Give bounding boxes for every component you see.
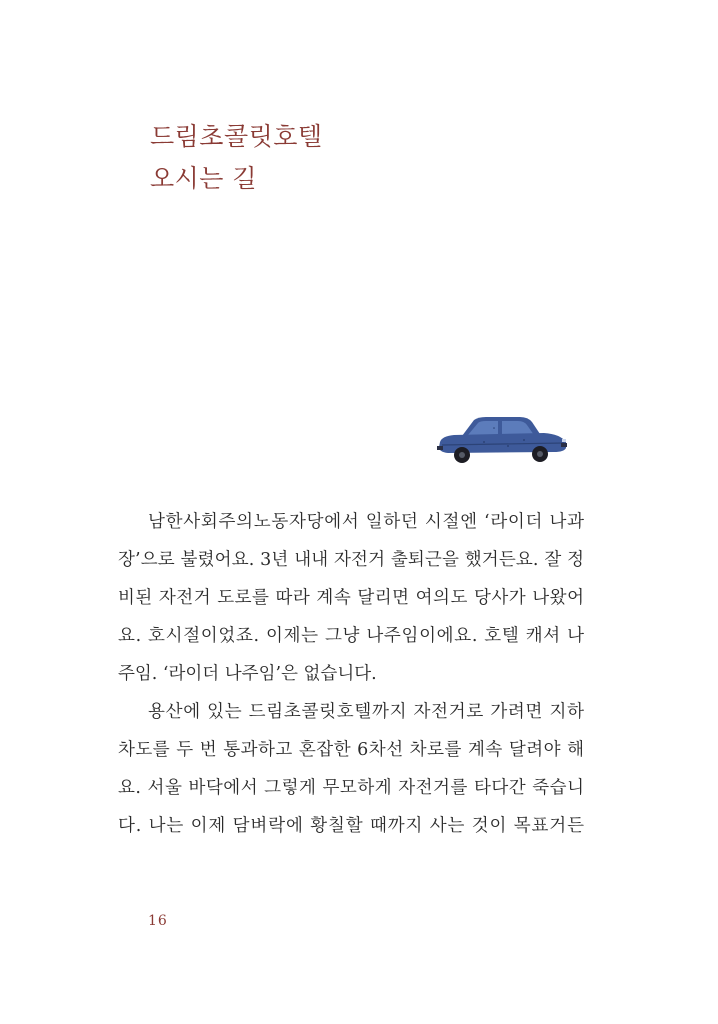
chapter-title	[150, 116, 323, 200]
text-line: 비된 자전거 도로를 따라 계속 달리면 여의도 당사가 나왔어	[118, 588, 585, 608]
paragraph-1	[118, 503, 584, 693]
paragraph-2	[118, 693, 584, 845]
text-line: 다. 나는 이제 담벼락에 황칠할 때까지 사는 것이 목표거든	[118, 816, 585, 836]
text-line: 주임. ‘라이더 나주임’은 없습니다.	[118, 664, 377, 684]
text-line: 요. 호시절이었죠. 이제는 그냥 나주임이에요. 호텔 캐셔 나	[118, 626, 585, 646]
text-line: 용산에 있는 드림초콜릿호텔까지 자전거로 가려면 지하	[148, 702, 585, 722]
body-text	[118, 503, 584, 845]
text-line: 남한사회주의노동자당에서 일하던 시절엔 ‘라이더 나과	[148, 512, 585, 532]
chapter-title-line-1: 드림초콜릿호텔	[150, 122, 323, 151]
text-line: 장’으로 불렸어요. 3년 내내 자전거 출퇴근을 했거든요. 잘 정	[118, 550, 585, 570]
page-number: 16	[148, 913, 168, 929]
text-line: 차도를 두 번 통과하고 혼잡한 6차선 차로를 계속 달려야 해	[118, 740, 585, 760]
text-line: 요. 서울 바닥에서 그렇게 무모하게 자전거를 타다간 죽습니	[118, 778, 585, 798]
car-icon	[434, 412, 570, 468]
chapter-title-line-2: 오시는 길	[150, 164, 258, 193]
